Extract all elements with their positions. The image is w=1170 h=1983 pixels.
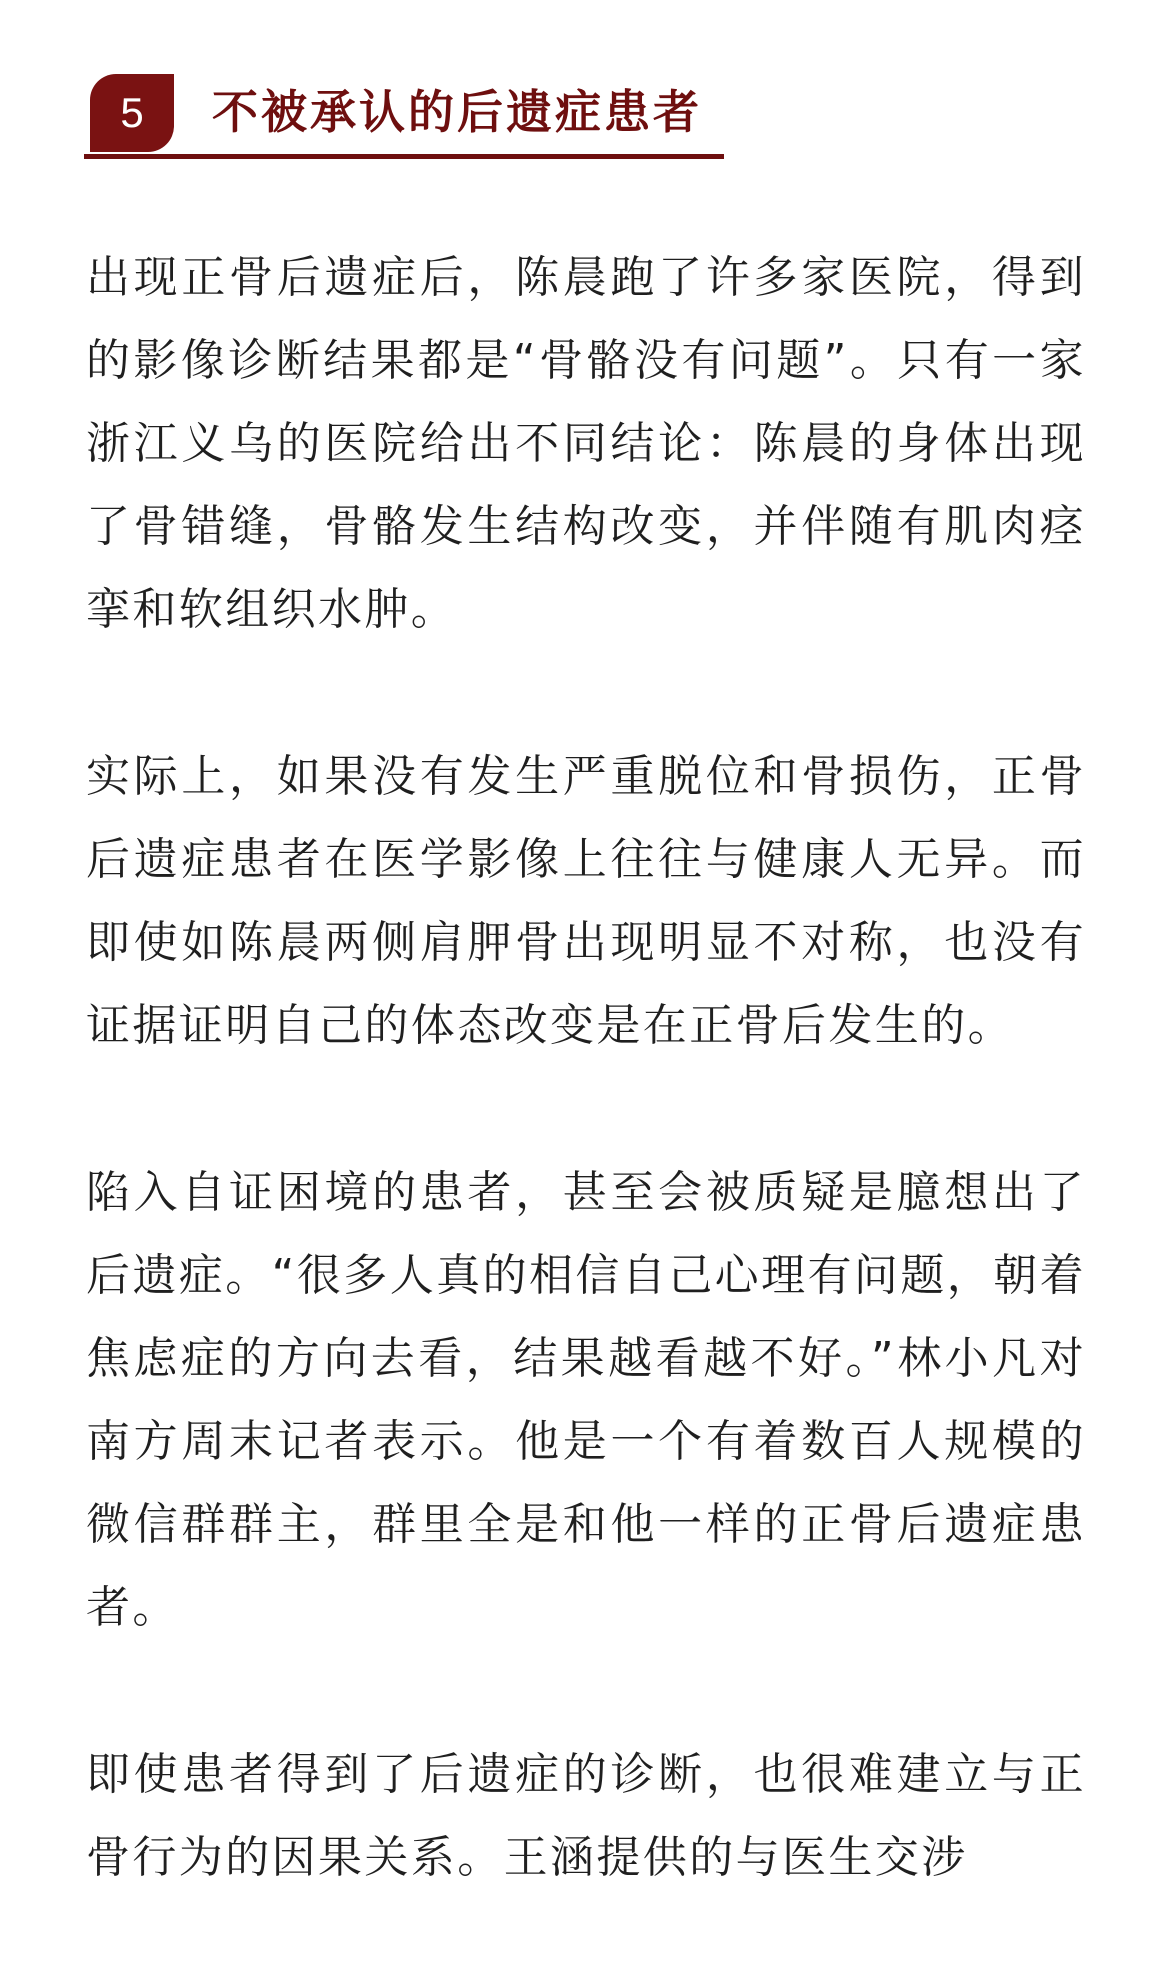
section-number-badge: 5	[90, 74, 174, 152]
article-body	[86, 236, 1086, 1983]
section-header	[84, 68, 724, 164]
paragraph-4: 即使患者得到了后遗症的诊断，也很难建立与正骨行为的因果关系。王涵提供的与医生交涉	[86, 1749, 1086, 1883]
section-title-underline	[84, 154, 724, 159]
paragraph-1: 出现正骨后遗症后，陈晨跑了许多家医院，得到的影像诊断结果都是“骨骼没有问题”。只有一家浙江义乌的医院给出不同结论：陈晨的身体出现了骨错缝，骨骼发生结构改变，并伴随有肌肉痉挛和软组织水肿。	[86, 252, 1086, 635]
paragraph-3: 陷入自证困境的患者，甚至会被质疑是臆想出了后遗症。“很多人真的相信自己心理有问题，朝着焦虑症的方向去看，结果越看越不好。”林小凡对南方周末记者表示。他是一个有着数百人规模的微信群群主，群里全是和他一样的正骨后遗症患者。	[86, 1167, 1086, 1633]
section-title: 不被承认的后遗症患者	[212, 85, 702, 139]
paragraph-2: 实际上，如果没有发生严重脱位和骨损伤，正骨后遗症患者在医学影像上往往与健康人无异。而即使如陈晨两侧肩胛骨出现明显不对称，也没有证据证明自己的体态改变是在正骨后发生的。	[86, 751, 1086, 1051]
